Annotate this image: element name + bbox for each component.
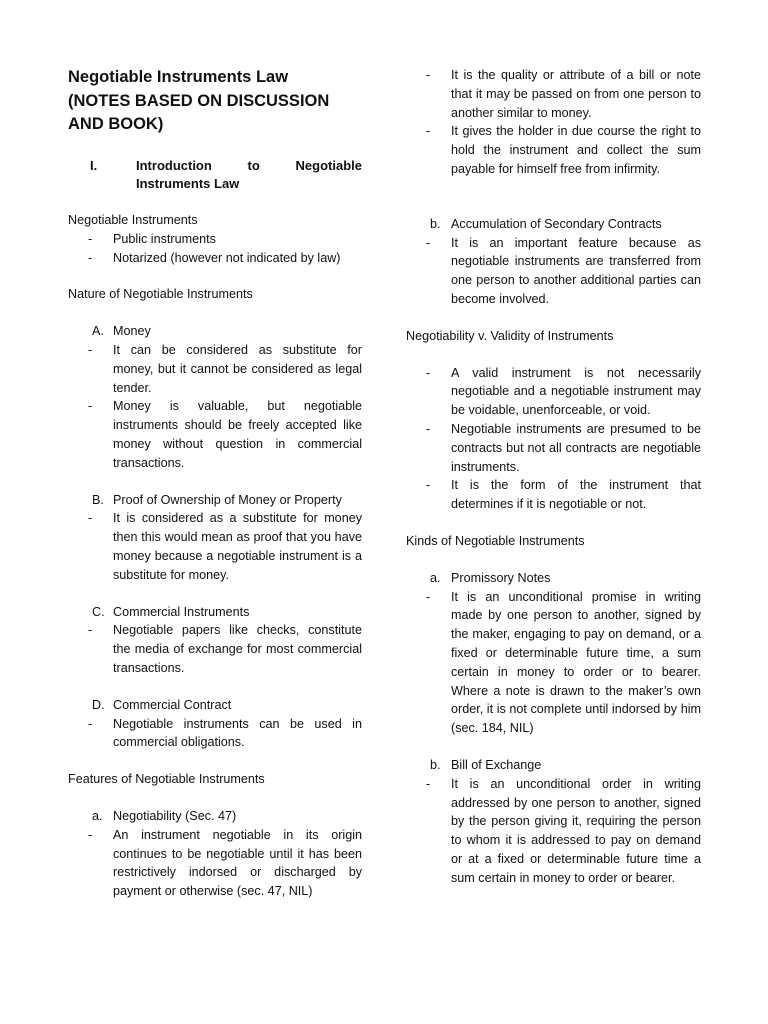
ni-list <box>68 230 362 268</box>
list-item: - A valid instrument is not necessarily negotiable and a negotiable instrument may be voidable, unenforceable, or void. <box>426 365 701 418</box>
proof-list <box>68 509 362 584</box>
list-item: - Notarized (however not indicated by law) <box>88 250 341 265</box>
list-item: - It is an unconditional order in writing addressed by one person to another, signed by the person giving it, requiring the person to whom it is addressed to pay on demand or at a fixed or determinable future time a sum certain in money to order or bearer. <box>426 776 701 885</box>
heading-validity: Negotiability v. Validity of Instruments <box>406 328 614 343</box>
list-item: - Negotiable instruments can be used in commercial obligations. <box>88 716 362 750</box>
money-list <box>68 341 362 473</box>
document-title: Negotiable Instruments Law <box>68 68 289 86</box>
promissory-notes-list <box>406 588 701 738</box>
document-subtitle: (NOTES BASED ON DISCUSSION AND BOOK) <box>68 91 330 133</box>
secondary-contracts-list <box>406 234 701 309</box>
commercial-contract-list <box>68 715 362 753</box>
right-column <box>406 66 701 887</box>
list-item: - An instrument negotiable in its origin continues to be negotiable until it has been restrictively indorsed or discharged by payment or otherwise (sec. 47, NIL) <box>88 827 362 899</box>
left-column <box>68 66 362 901</box>
list-item: - It is the quality or attribute of a bill or note that it may be passed on from one person to another similar to money. <box>426 68 701 120</box>
list-item: - It can be considered as substitute for money, but it cannot be considered as legal tender. <box>88 343 362 395</box>
list-item: - Negotiable papers like checks, constitute the media of exchange for most commercial transactions. <box>88 623 362 676</box>
heading-nature: Nature of Negotiable Instruments <box>68 287 253 302</box>
subheading-negotiability: a. Negotiability (Sec. 47) <box>92 809 237 824</box>
list-item: - Public instruments <box>88 231 216 246</box>
section-number: I. <box>90 157 98 173</box>
negotiability-list <box>68 826 362 901</box>
commercial-instruments-list <box>68 621 362 677</box>
subheading-commercial-contract: D. Commercial Contract <box>92 697 232 712</box>
subheading-promissory-notes: a. Promissory Notes <box>430 570 551 585</box>
list-item: - It is the form of the instrument that determines if it is negotiable or not. <box>426 478 701 512</box>
bill-of-exchange-list <box>406 775 701 888</box>
list-item: - Negotiable instruments are presumed to be contracts but not all contracts are negotiable instruments. <box>426 421 701 474</box>
list-item: - It is an unconditional promise in writing made by one person to another, signed by the maker, engaging to pay on demand, or a fixed or determinable future time, a sum certain in money to order or to bearer. Where a note is drawn to the maker’s own order, it is not complete until indorsed by him (sec. 184, NIL) <box>426 589 701 736</box>
list-item: - It gives the holder in due course the right to hold the instrument and collect the sum payable for himself free from infirmity. <box>426 124 701 176</box>
subheading-commercial-instruments: C. Commercial Instruments <box>92 604 250 619</box>
heading-kinds: Kinds of Negotiable Instruments <box>406 533 585 548</box>
validity-list <box>406 364 701 514</box>
list-item: - It is considered as a substitute for money then this would mean as proof that you have money because a negotiable instrument is a substitute for money. <box>88 511 362 582</box>
list-item: - Money is valuable, but negotiable instruments should be freely accepted like money without question in commercial transactions. <box>88 399 362 470</box>
section-title: Introduction to Negotiable Instruments Law <box>136 157 362 192</box>
list-item: - It is an important feature because as negotiable instruments are transferred from one person to another additional parties can become involved. <box>426 235 701 306</box>
section-heading <box>68 157 362 195</box>
subheading-money: A. Money <box>92 324 151 339</box>
heading-features: Features of Negotiable Instruments <box>68 772 265 787</box>
subheading-secondary-contracts: b. Accumulation of Secondary Contracts <box>430 216 662 231</box>
negotiability-continued-list <box>406 66 701 179</box>
heading-negotiable-instruments: Negotiable Instruments <box>68 213 198 228</box>
subheading-bill-of-exchange: b. Bill of Exchange <box>430 757 542 772</box>
subheading-proof-of-ownership: B. Proof of Ownership of Money or Property <box>92 492 342 507</box>
